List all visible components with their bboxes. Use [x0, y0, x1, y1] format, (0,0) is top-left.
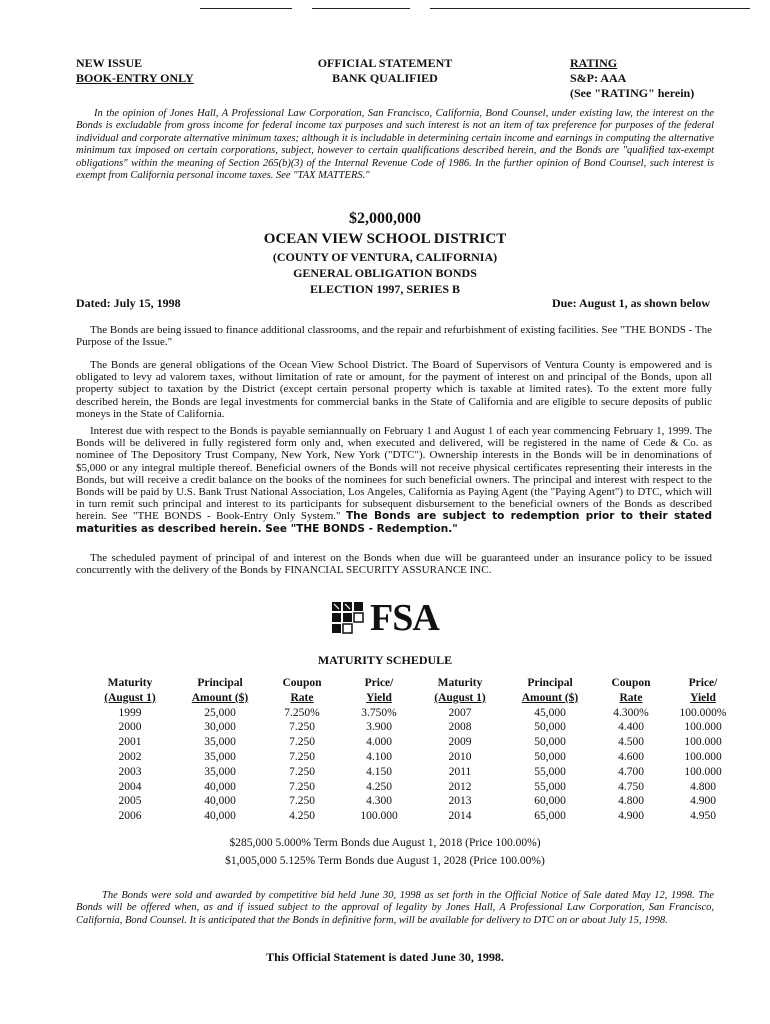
table-cell: 100.000	[360, 810, 398, 823]
table-cell: 7.250	[289, 795, 315, 808]
table-cell: 2006	[118, 810, 142, 823]
interest-paragraph	[76, 425, 712, 535]
table-cell: 4.750	[618, 780, 644, 793]
table-cell: 100.000	[684, 765, 722, 778]
col-principal	[176, 676, 264, 706]
sale-paragraph	[76, 890, 714, 927]
table-cell: 7.250	[289, 765, 315, 778]
table-cell: 2000	[118, 721, 142, 734]
table-cell: 3.750%	[361, 706, 397, 719]
table-cell: 2010	[448, 750, 472, 763]
table-cell: 2003	[118, 765, 142, 778]
column-header-label: Principal	[197, 677, 243, 689]
column-header-label: Rate	[619, 691, 643, 704]
table-cell: 2005	[118, 795, 142, 808]
table-cell: 7.250	[289, 736, 315, 749]
rating-see-herein: (See "RATING" herein)	[570, 86, 695, 100]
table-cell: 100.000	[684, 721, 722, 734]
header-center	[300, 56, 470, 86]
bank-qualified-label: BANK QUALIFIED	[332, 71, 438, 85]
table-row	[84, 720, 742, 735]
insurance-paragraph	[76, 552, 712, 576]
table-cell: 60,000	[534, 795, 566, 808]
insurance-text: The scheduled payment of principal of and interest on the Bonds when due will be guaranteed under an insurance policy to be issued concurrently with the delivery of the Bonds by FINANCIAL SECURITY ASSURANCE INC.	[76, 552, 712, 577]
table-cell: 4.800	[690, 780, 716, 793]
table-cell: 35,000	[204, 765, 236, 778]
purpose-text: The Bonds are being issued to finance additional classrooms, and the repair and refurbishment of existing facilities. See "THE BONDS - The Purpose of the Issue."	[76, 324, 712, 349]
tax-opinion-text: In the opinion of Jones Hall, A Professional Law Corporation, San Francisco, California, Bond Counsel, under existing law, the interest on the Bonds is excludable from gross income for federal income tax purposes and such interest is not an item of tax preference for purposes of the federal individual and corporate alternative minimum taxes; although it is includable in determining certain income and earnings in computing the alternative minimum tax imposed on certain corporations, subject, however to certain qualifications described herein, and the Bonds are "qualified tax-exempt obligations" within the meaning of Section 265(b)(3) of the Internal Revenue Code of 1986. In the further opinion of Bond Counsel, such interest is exempt from California personal income taxes. See "TAX MATTERS."	[76, 108, 714, 182]
table-cell: 4.700	[618, 765, 644, 778]
table-cell: 4.100	[366, 750, 392, 763]
table-cell: 4.900	[618, 810, 644, 823]
due-date: Due: August 1, as shown below	[551, 296, 710, 310]
fsa-logo	[330, 596, 439, 640]
table-cell: 2012	[448, 780, 472, 793]
col-maturity-2	[418, 676, 502, 706]
table-cell: 4.000	[366, 736, 392, 749]
term-bonds-2028: $1,005,000 5.125% Term Bonds due August 1, 2028 (Price 100.00%)	[225, 855, 545, 867]
table-cell: 30,000	[204, 721, 236, 734]
table-cell: 4.800	[618, 795, 644, 808]
fsa-logo-mark-icon	[330, 600, 366, 636]
table-cell: 45,000	[534, 706, 566, 719]
table-cell: 2013	[448, 795, 472, 808]
column-header-label: Amount ($)	[191, 691, 249, 704]
column-header-label: Amount ($)	[521, 691, 579, 704]
issue-amount: $2,000,000	[349, 210, 421, 227]
table-row	[84, 765, 742, 780]
table-cell: 4.600	[618, 750, 644, 763]
table-cell: 100.000	[684, 736, 722, 749]
table-row	[84, 780, 742, 795]
table-cell: 2004	[118, 780, 142, 793]
table-cell: 50,000	[534, 721, 566, 734]
column-header-label: Coupon	[611, 677, 651, 689]
col-principal-2	[502, 676, 598, 706]
col-maturity	[84, 676, 176, 706]
top-rule-2	[312, 8, 410, 9]
term-bonds-2018: $285,000 5.000% Term Bonds due August 1, 2018 (Price 100.00%)	[229, 837, 541, 849]
col-coupon-2	[598, 676, 664, 706]
table-cell: 7.250	[289, 780, 315, 793]
column-header-label: Price/	[688, 677, 718, 689]
column-header-label: Rate	[290, 691, 314, 704]
header-left	[76, 56, 194, 86]
header-right	[570, 56, 694, 101]
table-cell: 7.250	[289, 721, 315, 734]
top-rule-1	[200, 8, 292, 9]
table-cell: 7.250	[289, 750, 315, 763]
table-cell: 40,000	[204, 780, 236, 793]
col-price-yield-2	[664, 676, 742, 706]
sale-text: The Bonds were sold and awarded by competitive bid held June 30, 1998 as set forth in the Official Notice of Sale dated May 12, 1998. The Bonds will be offered when, as and if issued subject to the approval of legality by Jones Hall, A Professional Law Corporation, San Francisco, California, Bond Counsel. It is anticipated that the Bonds in definitive form, will be available for delivery to DTC on or about July 15, 1998.	[76, 890, 714, 926]
table-cell: 3.900	[366, 721, 392, 734]
column-header-label: Coupon	[282, 677, 322, 689]
column-header-label: (August 1)	[104, 691, 156, 704]
table-cell: 4.250	[366, 780, 392, 793]
table-cell: 2007	[448, 706, 472, 719]
table-cell: 100.000	[684, 750, 722, 763]
table-cell: 50,000	[534, 750, 566, 763]
column-header-label: Yield	[690, 691, 716, 704]
table-cell: 100.000%	[679, 706, 727, 719]
maturity-table	[84, 676, 742, 824]
col-coupon	[264, 676, 340, 706]
table-row	[84, 735, 742, 750]
table-cell: 65,000	[534, 810, 566, 823]
official-statement-label: OFFICIAL STATEMENT	[317, 56, 453, 70]
table-row	[84, 750, 742, 765]
table-cell: 4.300	[366, 795, 392, 808]
table-cell: 4.400	[618, 721, 644, 734]
table-cell: 35,000	[204, 736, 236, 749]
table-cell: 50,000	[534, 736, 566, 749]
table-cell: 55,000	[534, 780, 566, 793]
table-cell: 2011	[448, 765, 472, 778]
dated-date: Dated: July 15, 1998	[76, 296, 181, 310]
obligations-paragraph	[76, 359, 712, 420]
col-price-yield	[340, 676, 418, 706]
table-row	[84, 706, 742, 721]
table-cell: 4.900	[690, 795, 716, 808]
column-header-label: Principal	[527, 677, 573, 689]
table-cell: 4.250	[289, 810, 315, 823]
table-cell: 4.500	[618, 736, 644, 749]
redemption-notice: The Bonds are subject to redemption prior to their stated maturities as described herein. See "THE BONDS - Redemption."	[76, 510, 713, 535]
purpose-paragraph	[76, 324, 712, 348]
column-header-label: Maturity	[437, 677, 483, 689]
table-header-row	[84, 676, 742, 706]
rating-label: RATING	[570, 56, 618, 70]
fsa-logo-text: FSA	[370, 597, 439, 639]
top-rule-3	[430, 8, 750, 9]
book-entry-label: BOOK-ENTRY ONLY	[76, 71, 194, 85]
table-cell: 7.250%	[284, 706, 320, 719]
bond-type: GENERAL OBLIGATION BONDS	[293, 266, 477, 280]
issuer-county: (COUNTY OF VENTURA, CALIFORNIA)	[272, 250, 498, 264]
rating-value: S&P: AAA	[570, 71, 627, 85]
issuer-name: OCEAN VIEW SCHOOL DISTRICT	[263, 231, 507, 247]
column-header-label: (August 1)	[434, 691, 486, 704]
column-header-label: Price/	[364, 677, 394, 689]
statement-date: This Official Statement is dated June 30, 1998.	[266, 950, 504, 964]
tax-opinion-paragraph	[76, 108, 714, 182]
column-header-label: Yield	[366, 691, 392, 704]
maturity-schedule-title: MATURITY SCHEDULE	[317, 653, 453, 667]
table-cell: 4.300%	[613, 706, 649, 719]
table-cell: 4.950	[690, 810, 716, 823]
table-cell: 4.150	[366, 765, 392, 778]
bond-series: ELECTION 1997, SERIES B	[309, 282, 461, 296]
table-cell: 35,000	[204, 750, 236, 763]
table-cell: 1999	[118, 706, 142, 719]
table-cell: 2014	[448, 810, 472, 823]
new-issue-label: NEW ISSUE	[76, 56, 143, 70]
table-cell: 40,000	[204, 810, 236, 823]
table-cell: 2008	[448, 721, 472, 734]
table-cell: 2001	[118, 736, 142, 749]
obligations-text: The Bonds are general obligations of the Ocean View School District. The Board of Supervisors of Ventura County is empowered and is obligated to levy ad valorem taxes, without limitation of rate or amount, for the payment of interest on and principal of the Bonds, upon all property subject to taxation by the District (except certain personal property which is taxable at limited rates). To the extent more fully described herein, the Bonds are legal investments for commercial banks in the State of California and are eligible to secure deposits of public moneys in the State of California.	[76, 359, 712, 420]
table-cell: 40,000	[204, 795, 236, 808]
table-row	[84, 809, 742, 824]
table-cell: 2009	[448, 736, 472, 749]
table-cell: 55,000	[534, 765, 566, 778]
table-cell: 25,000	[204, 706, 236, 719]
interest-text: Interest due with respect to the Bonds is payable semiannually on February 1 and August 1 of each year commencing February 1, 1999. The Bonds will be delivered in fully registered form only and, when executed and delivered, will be registered in the name of Cede & Co. as nominee of The Depository Trust Company, New York, New York ("DTC"). Ownership interests in the Bonds will be in denominations of $5,000 or any integral multiple thereof. Beneficial owners of the Bonds will not receive physical certificates representing their interests in the Bonds, but will receive a credit balance on the books of the nominees for such beneficial owners. The principal and interest with respect to the Bonds will be paid by U.S. Bank Trust National Association, Los Angeles, California as Paying Agent (the "Paying Agent") to DTC, which will in turn remit such principal and interest to its participants for subsequent disbursement to the beneficial owners of the Bonds as described herein. See "THE BONDS - Book-Entry Only System."	[76, 425, 712, 523]
table-cell: 2002	[118, 750, 142, 763]
column-header-label: Maturity	[107, 677, 153, 689]
table-row	[84, 794, 742, 809]
